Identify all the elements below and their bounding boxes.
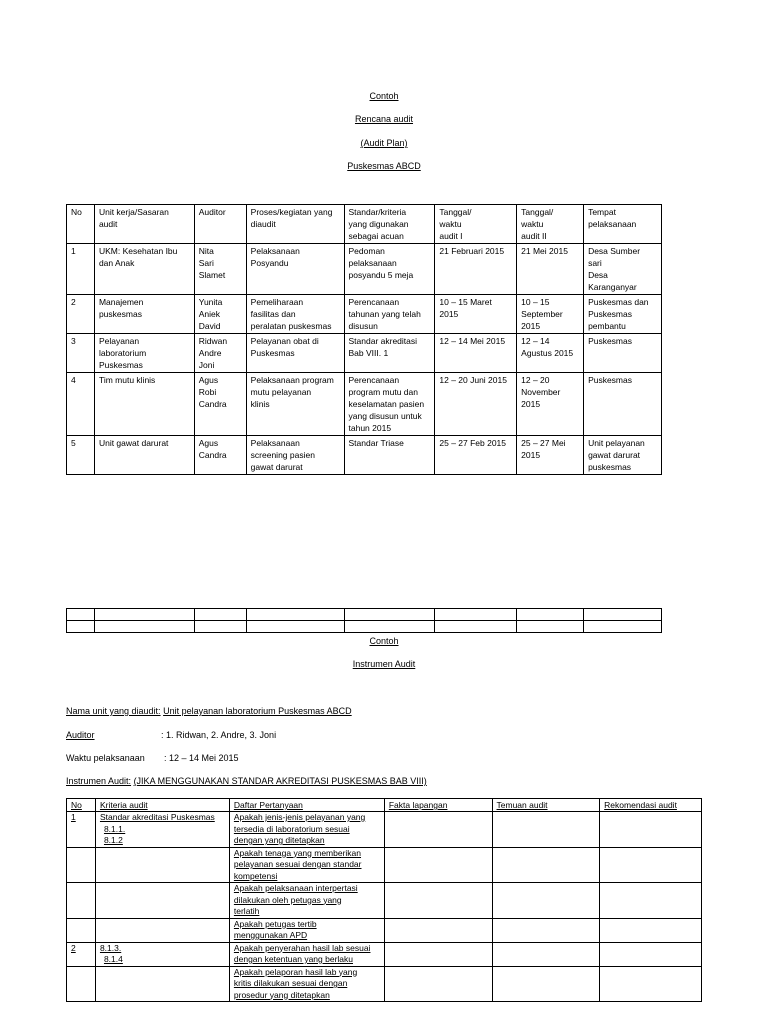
plan-cell: Puskesmas bbox=[584, 373, 662, 436]
plan-cell: 1 bbox=[67, 244, 95, 295]
instr-pertanyaan-line: Apakah penyerahan hasil lab sesuai bbox=[233, 942, 371, 953]
instr-no-cell bbox=[67, 847, 96, 883]
plan-header-cell: Unit kerja/Sasaran audit bbox=[94, 205, 194, 244]
plan-cell: 10 – 15 September 2015 bbox=[517, 295, 584, 334]
instr-kriteria-line: 8.1.4 bbox=[103, 954, 123, 964]
instr-header-cell: Fakta lapangan bbox=[384, 799, 492, 812]
plan-cell: Agus Candra bbox=[194, 436, 246, 475]
instr-empty-cell bbox=[492, 918, 600, 942]
plan-header-row bbox=[67, 205, 662, 244]
instr-empty-cell bbox=[492, 883, 600, 919]
plan-cell: Yunita Aniek David bbox=[194, 295, 246, 334]
plan-cell: 4 bbox=[67, 373, 95, 436]
info-auditor bbox=[66, 729, 276, 741]
plan-header-cell: Tempat pelaksanaan bbox=[584, 205, 662, 244]
info-unit-label: Nama unit yang diaudit: bbox=[66, 706, 161, 716]
blank-table bbox=[66, 608, 662, 633]
plan-cell: Pelaksanaan program mutu pelayanan klinis bbox=[246, 373, 344, 436]
instr-pertanyaan-line: menggunakan APD bbox=[233, 930, 308, 940]
plan-cell: Manajemen puskesmas bbox=[94, 295, 194, 334]
instr-no-cell: 1 bbox=[67, 812, 96, 848]
instr-no-cell bbox=[67, 883, 96, 919]
instr-kriteria-line: 8.1.2 bbox=[103, 835, 123, 845]
plan-cell: Standar akreditasi Bab VIII. 1 bbox=[344, 334, 435, 373]
instr-row bbox=[67, 942, 702, 966]
instr-no-cell: 2 bbox=[67, 942, 96, 966]
title-rencana-audit: Rencana audit bbox=[354, 114, 414, 124]
instr-header-row bbox=[67, 799, 702, 812]
instr-empty-cell bbox=[384, 942, 492, 966]
info-unit bbox=[66, 705, 352, 717]
instr-pertanyaan-line: Apakah pelaksanaan interpertasi bbox=[233, 883, 358, 893]
plan-cell: 2 bbox=[67, 295, 95, 334]
plan-cell: 25 – 27 Mei 2015 bbox=[517, 436, 584, 475]
instr-pertanyaan-cell bbox=[229, 966, 384, 1002]
plan-row bbox=[67, 334, 662, 373]
instr-row bbox=[67, 847, 702, 883]
instr-row bbox=[67, 812, 702, 848]
plan-cell: 10 – 15 Maret 2015 bbox=[435, 295, 517, 334]
instr-empty-cell bbox=[600, 847, 702, 883]
instr-pertanyaan-line: Apakah tenaga yang memberikan bbox=[233, 847, 362, 858]
instr-empty-cell bbox=[600, 966, 702, 1002]
instr-empty-cell bbox=[600, 918, 702, 942]
instr-empty-cell bbox=[492, 966, 600, 1002]
plan-row bbox=[67, 244, 662, 295]
blank-row bbox=[67, 609, 662, 621]
instr-pertanyaan-line: dengan ketentuan yang berlaku bbox=[233, 954, 353, 964]
instr-pertanyaan-line: pelayanan sesuai dengan standar bbox=[233, 859, 362, 869]
plan-header-cell: Auditor bbox=[194, 205, 246, 244]
info-unit-value: Unit pelayanan laboratorium Puskesmas ABCD bbox=[163, 706, 352, 716]
instr-pertanyaan-line: Apakah petugas tertib bbox=[233, 918, 317, 929]
instr-pertanyaan-cell bbox=[229, 918, 384, 942]
plan-cell: Pelaksanaan Posyandu bbox=[246, 244, 344, 295]
instr-pertanyaan-cell bbox=[229, 812, 384, 848]
plan-cell: 5 bbox=[67, 436, 95, 475]
plan-cell: 12 – 14 Mei 2015 bbox=[435, 334, 517, 373]
instr-pertanyaan-line: tersedia di laboratorium sesuai bbox=[233, 823, 350, 834]
instr-empty-cell bbox=[384, 812, 492, 848]
plan-cell: UKM: Kesehatan Ibu dan Anak bbox=[94, 244, 194, 295]
instr-pertanyaan-line: prosedur yang ditetapkan bbox=[233, 989, 330, 1000]
plan-cell: 12 – 20 Juni 2015 bbox=[435, 373, 517, 436]
instr-empty-cell bbox=[384, 918, 492, 942]
plan-cell: Pelaksanaan screening pasien gawat darurat bbox=[246, 436, 344, 475]
instr-header-cell: Daftar Pertanyaan bbox=[229, 799, 384, 812]
plan-cell: 12 – 20 November 2015 bbox=[517, 373, 584, 436]
instr-pertanyaan-line: dengan yang ditetapkan bbox=[233, 835, 325, 845]
title-contoh-2: Contoh bbox=[369, 636, 399, 646]
instr-kriteria-cell bbox=[95, 883, 229, 919]
plan-cell: Perencanaan program mutu dan keselamatan pasien yang disusun untuk tahun 2015 bbox=[344, 373, 435, 436]
instr-kriteria-cell bbox=[95, 942, 229, 966]
blank-row bbox=[67, 621, 662, 633]
plan-cell: Pelayanan obat di Puskesmas bbox=[246, 334, 344, 373]
instr-empty-cell bbox=[492, 812, 600, 848]
info-waktu-label: Waktu pelaksanaan bbox=[66, 753, 145, 763]
instr-no-cell bbox=[67, 918, 96, 942]
instr-empty-cell bbox=[600, 812, 702, 848]
plan-cell: Standar Triase bbox=[344, 436, 435, 475]
instr-kriteria-cell bbox=[95, 812, 229, 848]
plan-cell: Agus Robi Candra bbox=[194, 373, 246, 436]
instr-pertanyaan-cell bbox=[229, 847, 384, 883]
info-auditor-label: Auditor bbox=[66, 730, 95, 740]
plan-cell: 21 Februari 2015 bbox=[435, 244, 517, 295]
plan-header-cell: Tanggal/ waktu audit I bbox=[435, 205, 517, 244]
plan-cell: Pemeliharaan fasilitas dan peralatan puskesmas bbox=[246, 295, 344, 334]
instr-kriteria-line: Standar akreditasi Puskesmas bbox=[99, 812, 215, 822]
plan-cell: Tim mutu klinis bbox=[94, 373, 194, 436]
info-waktu-value: : 12 – 14 Mei 2015 bbox=[164, 753, 239, 763]
plan-cell: 25 – 27 Feb 2015 bbox=[435, 436, 517, 475]
title-instrumen-audit: Instrumen Audit bbox=[352, 659, 416, 669]
instr-kriteria-cell bbox=[95, 966, 229, 1002]
instr-row bbox=[67, 918, 702, 942]
plan-cell: Perencanaan tahunan yang telah disusun bbox=[344, 295, 435, 334]
info-instrumen-value: (JIKA MENGGUNAKAN STANDAR AKREDITASI PUSKESMAS BAB VIII) bbox=[133, 776, 427, 786]
instr-pertanyaan-cell bbox=[229, 883, 384, 919]
plan-cell: Pedoman pelaksanaan posyandu 5 meja bbox=[344, 244, 435, 295]
plan-header-cell: Proses/kegiatan yang diaudit bbox=[246, 205, 344, 244]
instr-kriteria-line: 8.1.3. bbox=[99, 942, 122, 953]
plan-cell: 12 – 14 Agustus 2015 bbox=[517, 334, 584, 373]
instr-pertanyaan-line: Apakah jenis-jenis pelayanan yang bbox=[233, 812, 366, 822]
instr-kriteria-cell bbox=[95, 918, 229, 942]
instr-row bbox=[67, 883, 702, 919]
plan-header-cell: Standar/kriteria yang digunakan sebagai acuan bbox=[344, 205, 435, 244]
instr-empty-cell bbox=[600, 883, 702, 919]
instr-pertanyaan-line: dilakukan oleh petugas yang bbox=[233, 894, 342, 905]
title-contoh-1: Contoh bbox=[369, 91, 399, 101]
plan-cell: Puskesmas dan Puskesmas pembantu bbox=[584, 295, 662, 334]
instr-empty-cell bbox=[492, 942, 600, 966]
instr-pertanyaan-line: kritis dilakukan sesuai dengan bbox=[233, 978, 348, 988]
instr-header-cell: Temuan audit bbox=[492, 799, 600, 812]
instr-no-cell bbox=[67, 966, 96, 1002]
instr-empty-cell bbox=[384, 966, 492, 1002]
instr-header-cell: No bbox=[67, 799, 96, 812]
plan-cell: Ridwan Andre Joni bbox=[194, 334, 246, 373]
info-instrumen bbox=[66, 775, 427, 787]
title-audit-plan: (Audit Plan) bbox=[360, 138, 408, 148]
instr-kriteria-line: 8.1.1. bbox=[103, 823, 126, 834]
instrument-table bbox=[66, 798, 702, 1002]
info-auditor-value: : 1. Ridwan, 2. Andre, 3. Joni bbox=[161, 730, 277, 740]
plan-header-cell: Tanggal/ waktu audit II bbox=[517, 205, 584, 244]
plan-cell: Desa Sumber sari Desa Karanganyar bbox=[584, 244, 662, 295]
plan-row bbox=[67, 373, 662, 436]
instr-header-cell: Rekomendasi audit bbox=[600, 799, 702, 812]
instr-row bbox=[67, 966, 702, 1002]
instr-pertanyaan-cell bbox=[229, 942, 384, 966]
instr-pertanyaan-line: Apakah pelaporan hasil lab yang bbox=[233, 966, 358, 977]
plan-cell: Pelayanan laboratorium Puskesmas bbox=[94, 334, 194, 373]
plan-cell: Puskesmas bbox=[584, 334, 662, 373]
plan-cell: 21 Mei 2015 bbox=[517, 244, 584, 295]
instr-empty-cell bbox=[492, 847, 600, 883]
instr-header-cell: Kriteria audit bbox=[95, 799, 229, 812]
audit-plan-table bbox=[66, 204, 662, 475]
instr-pertanyaan-line: kompetensi bbox=[233, 870, 278, 881]
plan-cell: 3 bbox=[67, 334, 95, 373]
plan-header-cell: No bbox=[67, 205, 95, 244]
plan-cell: Unit pelayanan gawat darurat puskesmas bbox=[584, 436, 662, 475]
plan-cell: Nita Sari Slamet bbox=[194, 244, 246, 295]
plan-cell: Unit gawat darurat bbox=[94, 436, 194, 475]
instr-kriteria-cell bbox=[95, 847, 229, 883]
instr-empty-cell bbox=[384, 847, 492, 883]
info-instrumen-label: Instrumen Audit: bbox=[66, 776, 132, 786]
plan-row bbox=[67, 295, 662, 334]
instr-pertanyaan-line: terlatih bbox=[233, 906, 260, 916]
title-puskesmas: Puskesmas ABCD bbox=[347, 161, 421, 171]
info-waktu bbox=[66, 752, 239, 764]
plan-row bbox=[67, 436, 662, 475]
instr-empty-cell bbox=[384, 883, 492, 919]
instr-empty-cell bbox=[600, 942, 702, 966]
